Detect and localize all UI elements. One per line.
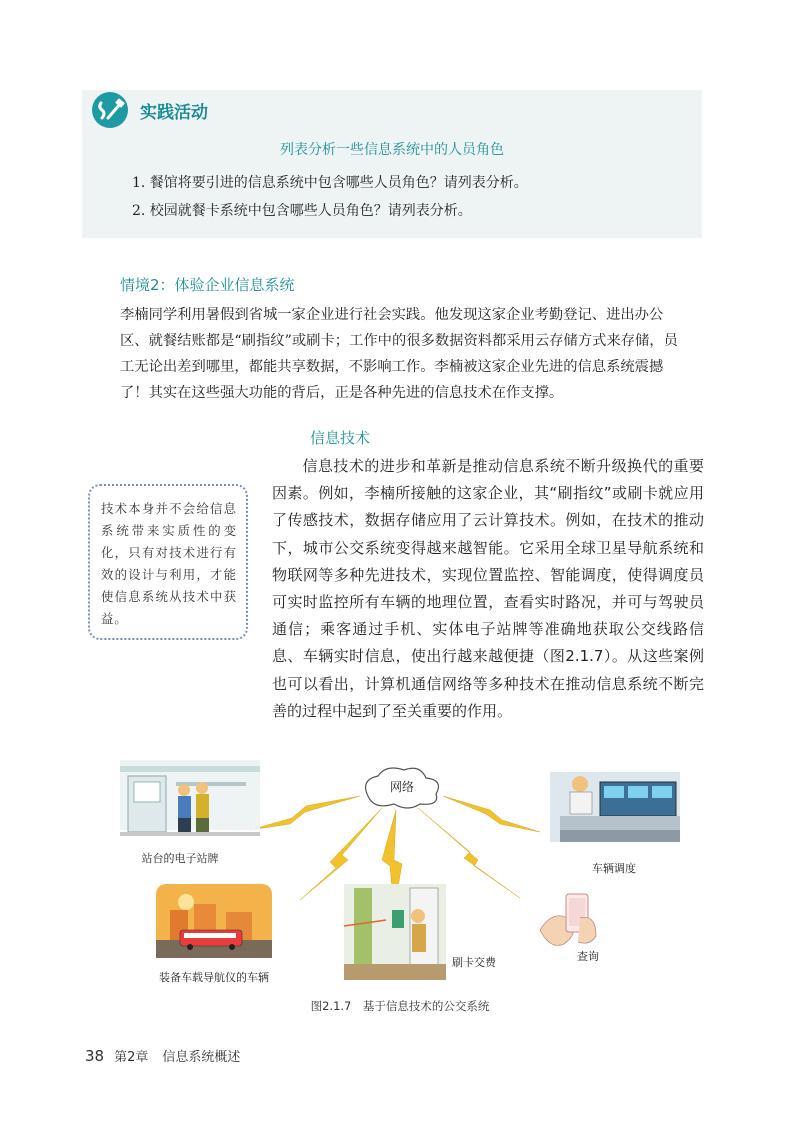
dispatch-label: 车辆调度 xyxy=(592,862,636,875)
activity-title: 实践活动 xyxy=(140,103,208,123)
page-number: 38 xyxy=(85,1047,105,1065)
network-cloud xyxy=(366,768,439,808)
bus-label: 装备车载导航仪的车辆 xyxy=(159,971,269,984)
chapter-number: 第2章 xyxy=(114,1050,149,1065)
it-section-heading: 信息技术 xyxy=(310,429,371,447)
activity-icon xyxy=(92,92,128,128)
scenario-body: 李楠同学利用暑假到省城一家企业进行社会实践。他发现这家企业考勤登记、进出办公区、就餐结账都是“刷指纹”或刷卡；工作中的很多数据资料都采用云存储方式来存储，员工无论出差到哪里，都能共享数据，不影响工作。李楠被这家企业先进的信息系统震撼了！其实在这些强大功能的背后，正是各种先进的信息技术在作支撑。 xyxy=(120,307,678,401)
bus-illustration xyxy=(156,884,272,958)
page-footer xyxy=(85,1046,240,1065)
it-section-body xyxy=(272,453,704,725)
activity-subtitle: 列表分析一些信息系统中的人员角色 xyxy=(280,142,504,158)
activity-question-1: 1. 餐馆将要引进的信息系统中包含哪些人员角色？请列表分析。 xyxy=(132,175,528,191)
query-label: 查询 xyxy=(577,950,599,963)
activity-question-2: 2. 校园就餐卡系统中包含哪些人员角色？请列表分析。 xyxy=(132,203,472,219)
scenario-heading: 情境2：体验企业信息系统 xyxy=(120,276,295,294)
dispatch-illustration xyxy=(550,772,680,842)
figure-illustration xyxy=(110,760,700,990)
link-station xyxy=(250,796,360,830)
station-label: 站台的电子站牌 xyxy=(141,852,219,865)
it-body-text: 信息技术的进步和革新是推动信息系统不断升级换代的重要因素。例如，李楠所接触的这家企业，其“刷指纹”或刷卡就应用了传感技术，数据存储应用了云计算技术。例如，在技术的推动下，城市公交系统变得越来越智能。它采用全球卫星导航系统和物联网等多种先进技术，实现位置监控、智能调度，使得调度员可实时监控所有车辆的地理位置，查看实时路况，并可与驾驶员通信；乘客通过手机、实体电子站牌等准确地获取公交线路信息、车辆实时信息，使出行越来越便捷（图2.1.7）。从这些案例也可以看出，计算机通信网络等多种技术在推动信息系统不断完善的过程中起到了至关重要的作用。 xyxy=(272,457,704,720)
side-note: 技术本身并不会给信息系统带来实质性的变化，只有对技术进行有效的设计与利用，才能使信息系统从技术中获益。 xyxy=(88,484,248,640)
figure-caption: 图2.1.7 基于信息技术的公交系统 xyxy=(310,999,490,1013)
station-illustration xyxy=(120,760,260,836)
query-illustration xyxy=(540,894,596,945)
card-illustration xyxy=(344,884,446,980)
link-dispatch xyxy=(443,796,540,832)
chapter-title: 信息系统概述 xyxy=(162,1050,241,1065)
figure-2-1-7 xyxy=(110,760,700,990)
card-label: 刷卡交费 xyxy=(452,956,496,969)
network-label: 网络 xyxy=(389,780,415,794)
